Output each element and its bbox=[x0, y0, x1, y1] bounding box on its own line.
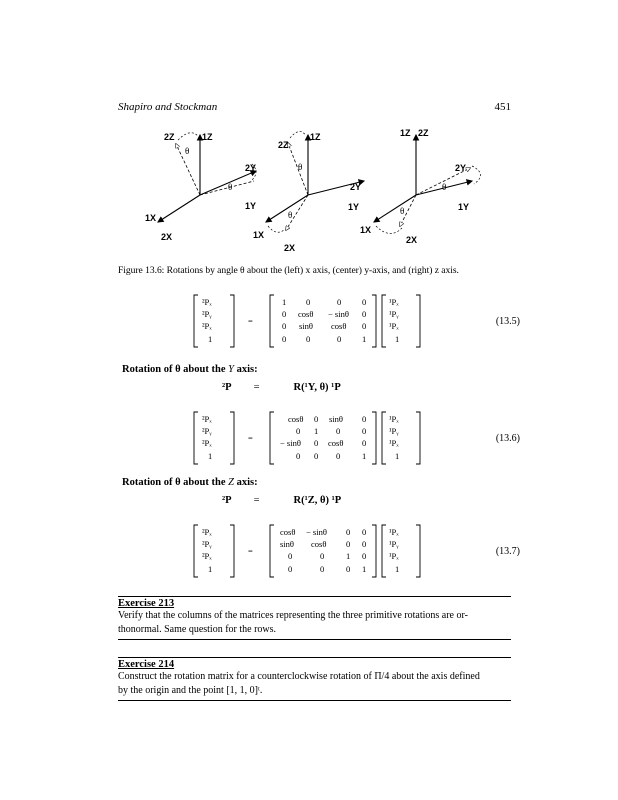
svg-text:0: 0 bbox=[362, 321, 367, 331]
svg-text:cosθ: cosθ bbox=[311, 539, 327, 549]
exercise-214 bbox=[118, 657, 511, 701]
exercise-213 bbox=[118, 596, 511, 640]
label-2y-center: 2Y bbox=[350, 182, 362, 192]
svg-text:²Pᵧ: ²Pᵧ bbox=[202, 539, 212, 549]
exercise-213-line-2: thonormal. Same question for the rows. bbox=[118, 623, 277, 635]
label-1x-right: 1X bbox=[360, 225, 372, 235]
label-theta-left-2: θ bbox=[228, 182, 233, 192]
svg-text:− sinθ: − sinθ bbox=[328, 309, 349, 319]
label-1x-center: 1X bbox=[253, 230, 265, 240]
svg-text:1: 1 bbox=[395, 564, 400, 574]
svg-text:1: 1 bbox=[395, 451, 400, 461]
exercise-213-line-1: Verify that the columns of the matrices representing the three primitive rotations are or- bbox=[118, 610, 468, 621]
svg-text:cosθ: cosθ bbox=[331, 321, 347, 331]
svg-text:0: 0 bbox=[306, 334, 311, 344]
definition-y-rotation: ²P = R(¹Y, θ) ¹P bbox=[222, 382, 341, 393]
svg-text:0: 0 bbox=[346, 527, 351, 537]
label-1y-left: 1Y bbox=[245, 201, 257, 211]
section-title-z-rotation: Rotation of θ about the Z axis: bbox=[122, 477, 258, 488]
matrix-ry bbox=[280, 414, 366, 461]
svg-text:0: 0 bbox=[336, 426, 341, 436]
svg-text:0: 0 bbox=[296, 451, 301, 461]
svg-text:¹Pᵧ: ¹Pᵧ bbox=[389, 426, 399, 436]
label-theta-right-2: θ bbox=[400, 206, 405, 216]
exercise-213-title: Exercise 213 bbox=[118, 598, 175, 609]
label-2z-left: 2Z bbox=[164, 132, 175, 142]
label-2y-right: 2Y bbox=[455, 163, 467, 173]
label-2y-left: 2Y bbox=[245, 163, 257, 173]
svg-text:²Pₓ: ²Pₓ bbox=[202, 527, 212, 537]
svg-text:0: 0 bbox=[337, 334, 342, 344]
svg-text:0: 0 bbox=[362, 527, 367, 537]
figure-caption: Figure 13.6: Rotations by angle θ about the (left) x axis, (center) y-axis, and (right) z axis. bbox=[118, 265, 459, 276]
svg-text:¹Pᵧ: ¹Pᵧ bbox=[389, 539, 399, 549]
svg-text:0: 0 bbox=[336, 451, 341, 461]
exercise-214-line-1: Construct the rotation matrix for a counterclockwise rotation of Π/4 about the axis defined bbox=[118, 671, 480, 682]
svg-text:− sinθ: − sinθ bbox=[306, 527, 327, 537]
rhs-py: ¹Pᵧ bbox=[389, 309, 399, 319]
svg-text:²Pₓ: ²Pₓ bbox=[202, 438, 212, 448]
frame-y-rotation bbox=[253, 131, 364, 253]
svg-text:0: 0 bbox=[320, 564, 325, 574]
exercise-214-title: Exercise 214 bbox=[118, 659, 175, 670]
svg-text:0: 0 bbox=[337, 297, 342, 307]
svg-text:0: 0 bbox=[362, 297, 367, 307]
equation-13-6 bbox=[190, 410, 520, 466]
svg-text:1: 1 bbox=[362, 451, 367, 461]
svg-text:0: 0 bbox=[296, 426, 301, 436]
rhs-pz: ¹Pₓ bbox=[389, 321, 399, 331]
svg-text:0: 0 bbox=[362, 551, 367, 561]
equals-sign: = bbox=[248, 316, 253, 326]
lhs-pz: ²Pₓ bbox=[202, 321, 212, 331]
label-2x-right: 2X bbox=[406, 235, 418, 245]
matrix-eq-13-7 bbox=[190, 523, 490, 579]
svg-text:1: 1 bbox=[346, 551, 351, 561]
svg-text:0: 0 bbox=[288, 564, 293, 574]
svg-text:0: 0 bbox=[314, 414, 319, 424]
svg-text:sinθ: sinθ bbox=[280, 539, 294, 549]
matrix-eq-13-6 bbox=[190, 410, 490, 466]
label-1z-right: 1Z bbox=[400, 128, 411, 138]
svg-text:cosθ: cosθ bbox=[328, 438, 344, 448]
svg-text:0: 0 bbox=[362, 309, 367, 319]
svg-text:sinθ: sinθ bbox=[329, 414, 343, 424]
label-theta-right-1: θ bbox=[442, 182, 447, 192]
label-2x-center: 2X bbox=[284, 243, 296, 253]
label-1x-left: 1X bbox=[145, 213, 157, 223]
label-1z-center: 1Z bbox=[310, 132, 321, 142]
svg-text:0: 0 bbox=[346, 564, 351, 574]
matrix-rz bbox=[280, 527, 366, 574]
svg-text:− sinθ: − sinθ bbox=[280, 438, 301, 448]
svg-text:¹Pₓ: ¹Pₓ bbox=[389, 414, 399, 424]
svg-text:0: 0 bbox=[314, 438, 319, 448]
svg-text:1: 1 bbox=[208, 564, 213, 574]
lhs-py: ²Pᵧ bbox=[202, 309, 212, 319]
svg-text:=: = bbox=[248, 433, 253, 443]
svg-text:¹Pₓ: ¹Pₓ bbox=[389, 438, 399, 448]
equation-13-7 bbox=[190, 523, 520, 579]
svg-text:0: 0 bbox=[282, 309, 287, 319]
lhs-px: ²Pₓ bbox=[202, 297, 212, 307]
svg-text:1: 1 bbox=[314, 426, 319, 436]
svg-text:0: 0 bbox=[362, 539, 367, 549]
svg-text:0: 0 bbox=[346, 539, 351, 549]
svg-text:cosθ: cosθ bbox=[298, 309, 314, 319]
eq-number-13-5: (13.5) bbox=[495, 316, 520, 327]
svg-text:=: = bbox=[248, 546, 253, 556]
label-theta-left-1: θ bbox=[185, 146, 190, 156]
svg-text:0: 0 bbox=[320, 551, 325, 561]
svg-text:0: 0 bbox=[362, 438, 367, 448]
svg-text:1: 1 bbox=[362, 564, 367, 574]
rhs-one: 1 bbox=[395, 334, 400, 344]
equation-13-5 bbox=[190, 293, 520, 349]
label-theta-center-2: θ bbox=[288, 210, 293, 220]
svg-text:0: 0 bbox=[282, 321, 287, 331]
svg-text:¹Pₓ: ¹Pₓ bbox=[389, 551, 399, 561]
exercise-214-line-2: by the origin and the point [1, 1, 0]ᵗ. bbox=[118, 684, 263, 696]
section-title-y-rotation: Rotation of θ about the Y axis: bbox=[122, 364, 258, 375]
svg-text:0: 0 bbox=[288, 551, 293, 561]
page-number: 451 bbox=[494, 101, 511, 113]
svg-text:²Pᵧ: ²Pᵧ bbox=[202, 426, 212, 436]
svg-text:0: 0 bbox=[306, 297, 311, 307]
svg-text:0: 0 bbox=[362, 426, 367, 436]
svg-text:1: 1 bbox=[208, 451, 213, 461]
svg-text:sinθ: sinθ bbox=[299, 321, 313, 331]
running-header-author: Shapiro and Stockman bbox=[118, 101, 218, 113]
svg-text:²Pₓ: ²Pₓ bbox=[202, 551, 212, 561]
label-1z-left: 1Z bbox=[202, 132, 213, 142]
definition-z-rotation: ²P = R(¹Z, θ) ¹P bbox=[222, 495, 342, 506]
label-2x-left: 2X bbox=[161, 232, 173, 242]
svg-text:²Pₓ: ²Pₓ bbox=[202, 414, 212, 424]
matrix-eq-13-5 bbox=[190, 293, 490, 349]
rhs-px: ¹Pₓ bbox=[389, 297, 399, 307]
label-1y-right: 1Y bbox=[458, 202, 470, 212]
svg-text:cosθ: cosθ bbox=[280, 527, 296, 537]
matrix-rx bbox=[282, 297, 366, 344]
svg-text:cosθ: cosθ bbox=[288, 414, 304, 424]
label-2z-center: 2Z bbox=[278, 140, 289, 150]
label-theta-center-1: θ bbox=[298, 162, 303, 172]
svg-text:¹Pₓ: ¹Pₓ bbox=[389, 527, 399, 537]
lhs-one: 1 bbox=[208, 334, 213, 344]
label-2z-right: 2Z bbox=[418, 128, 429, 138]
eq-number-13-7: (13.7) bbox=[495, 546, 520, 557]
svg-text:0: 0 bbox=[362, 414, 367, 424]
frame-x-rotation bbox=[145, 132, 256, 242]
frame-z-rotation bbox=[360, 128, 481, 245]
eq-number-13-6: (13.6) bbox=[495, 433, 520, 444]
svg-text:1: 1 bbox=[282, 297, 287, 307]
svg-text:1: 1 bbox=[362, 334, 367, 344]
svg-text:0: 0 bbox=[282, 334, 287, 344]
label-1y-center: 1Y bbox=[348, 202, 360, 212]
rotation-figure bbox=[128, 118, 508, 260]
svg-text:0: 0 bbox=[314, 451, 319, 461]
